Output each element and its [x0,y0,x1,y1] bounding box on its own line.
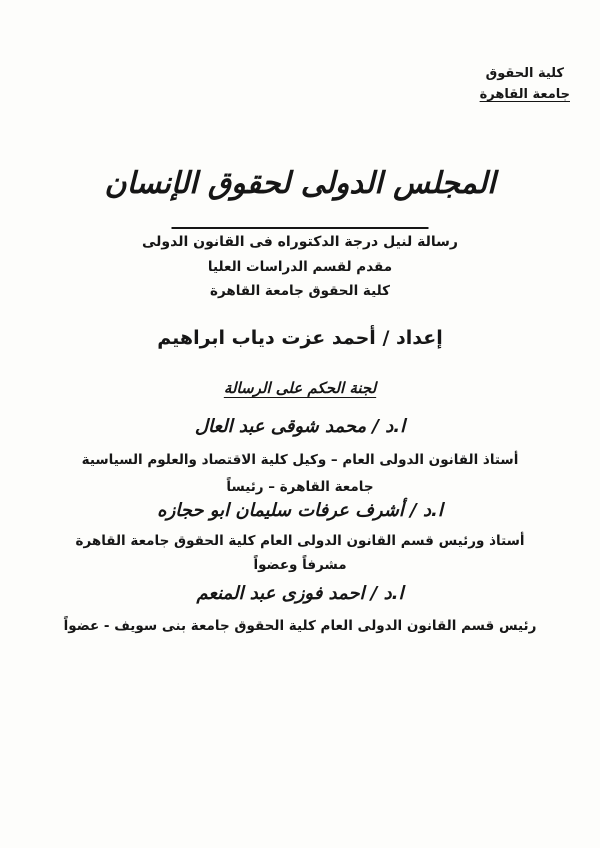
committee-member-name: ا.د / أشرف عرفات سليمان ابو حجازه [157,500,443,521]
faculty-statement: كلية الحقوق جامعة القاهرة [209,283,390,299]
committee-member-role: جامعة القاهرة – رئيساً [226,479,374,495]
title-underline-rule [172,227,429,229]
committee-heading [0,379,600,397]
committee-member-role: مشرفاً وعضواً [253,557,347,573]
degree-statement: رسالة لنيل درجة الدكتوراه فى القانون الدولى [142,234,458,250]
committee-member-name: ا.د / محمد شوقى عبد العال [194,416,406,437]
institution-corner-block [480,63,570,105]
committee-member-name: ا.د / احمد فوزى عبد المنعم [196,583,404,604]
committee-member-role: أستاذ القانون الدولى العام – وكيل كلية الاقتصاد والعلوم السياسية [81,452,519,468]
department-statement: مقدم لقسم الدراسات العليا [207,259,393,275]
committee-member-role: رئيس قسم القانون الدولى العام كلية الحقوق جامعة بنى سويف - عضواً [63,618,537,634]
faculty-name: كلية الحقوق [485,66,564,81]
author-line: إعداد / أحمد عزت دياب ابراهيم [157,327,443,349]
committee-heading-text: لجنة الحكم على الرسالة [223,379,377,397]
committee-member-role: أستاذ ورئيس قسم القانون الدولى العام كلية الحقوق جامعة القاهرة [75,533,525,549]
university-name: جامعة القاهرة [479,87,570,102]
thesis-title: المجلس الدولى لحقوق الإنسان [104,166,496,201]
